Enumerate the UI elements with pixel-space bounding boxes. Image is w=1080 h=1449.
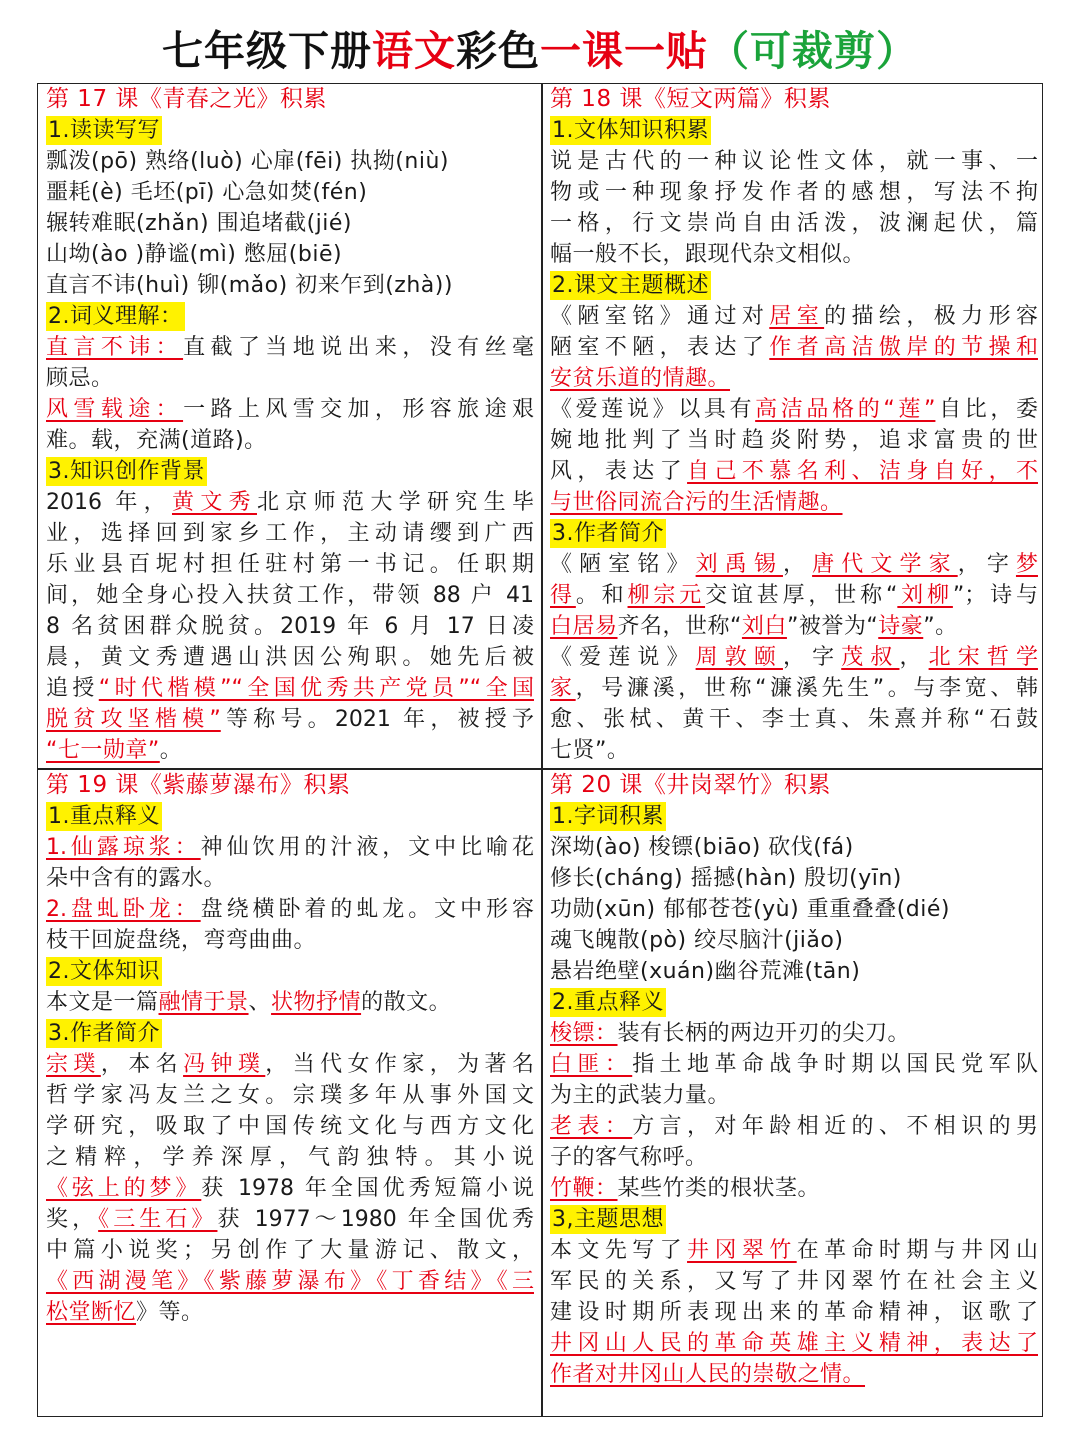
- body-line: 间，她全身心投入扶贫工作，带领 88 户 41: [46, 583, 534, 608]
- body-text: 。: [159, 738, 183, 763]
- body-text: 《爱莲说》以具有: [550, 397, 756, 422]
- definition-line: 为主的武装力量。: [550, 1083, 731, 1108]
- body-line: [550, 332, 1038, 363]
- highlight-text: 刘禹锡: [695, 552, 783, 577]
- definition-term: 风雪载途：: [46, 397, 184, 422]
- body-line: 建设时期所表现出来的革命精神，讴歌了: [550, 1300, 1038, 1325]
- definition-term: 1.仙露琼浆：: [46, 835, 201, 860]
- body-line: 晨，黄文秀遭遇山洪因公殉职。她先后被: [46, 645, 534, 670]
- highlight-text: 脱贫攻坚楷模”: [46, 707, 221, 732]
- lesson-grid: [37, 83, 1043, 1417]
- definition-line: [46, 894, 534, 925]
- body-text: 、: [248, 990, 272, 1015]
- body-text: 的描绘，极力形容: [824, 304, 1038, 329]
- definition-text: 盘绕横卧着的虬龙。文中形容: [200, 897, 534, 922]
- body-line: [550, 487, 1038, 518]
- highlight-text: “七一勋章”: [46, 738, 160, 763]
- body-text: 本文是一篇: [46, 990, 159, 1015]
- body-text: 等称号。2021 年，被授予: [220, 707, 534, 732]
- definition-term: 老表：: [550, 1114, 633, 1139]
- body-line: [550, 363, 1038, 394]
- body-line: 婉地批判了当时趋炎附势，追求富贵的世: [550, 428, 1038, 453]
- body-line: 学研究，吸取了中国传统文化与西方文化: [46, 1114, 534, 1139]
- body-text: 获 1977～1980 年全国优秀: [217, 1207, 534, 1232]
- definition-term: 竹鞭：: [550, 1176, 618, 1201]
- highlight-text: 诗豪: [878, 614, 924, 639]
- highlight-text: 刘白: [741, 614, 787, 639]
- body-line: 愈、张栻、黄干、李士真、朱熹并称“石鼓: [550, 707, 1038, 732]
- lesson-17-section-words: 1.读读写写: [48, 118, 160, 143]
- definition-term: 白匪：: [550, 1052, 633, 1077]
- word-line: 修长(cháng) 摇撼(hàn) 殷切(yīn): [550, 866, 902, 891]
- body-text: 》等。: [136, 1300, 204, 1325]
- definition-line: 难。载，充满(道路)。: [46, 428, 267, 453]
- body-text: 风，表达了: [550, 459, 688, 484]
- highlight-text: 自己不慕名利、洁身自好，不: [687, 459, 1038, 484]
- highlight-text: 安贫乐道的情趣。: [550, 366, 731, 391]
- body-text: 在革命时期与井冈山: [796, 1238, 1038, 1263]
- lesson-20-section-keywords: 2.重点释义: [552, 990, 664, 1015]
- highlight-text: 梦: [1015, 552, 1038, 577]
- body-line: [550, 611, 1038, 642]
- highlight-text: 冯钟璞: [183, 1052, 266, 1077]
- body-line: 中篇小说奖；另创作了大量游记、散文，: [46, 1238, 534, 1263]
- body-line: 之精粹，学养深厚，气韵独特。其小说: [46, 1145, 534, 1170]
- body-text: 2016 年，: [46, 490, 172, 515]
- body-text: 追授: [46, 676, 99, 701]
- lesson-19-section-keywords: 1.重点释义: [48, 804, 160, 829]
- highlight-text: 与世俗同流合污的生活情趣。: [550, 490, 843, 515]
- lesson-17-section-meaning: 2.词义理解：: [48, 304, 183, 329]
- body-text: ，: [899, 645, 929, 670]
- highlight-text: 作者对井冈山人民的崇敬之情。: [550, 1362, 866, 1387]
- lesson-18-section-theme: 2.课文主题概述: [552, 273, 709, 298]
- body-line: [550, 301, 1038, 332]
- body-text: 。和: [575, 583, 628, 608]
- definition-line: [550, 1018, 1038, 1049]
- word-line: 深坳(ào) 梭镖(biāo) 砍伐(fá): [550, 835, 854, 860]
- body-text: 《陋室铭》通过对: [550, 304, 770, 329]
- body-text: 北京师范大学研究生毕: [256, 490, 534, 515]
- body-line: [550, 1328, 1038, 1359]
- body-line: [46, 704, 534, 735]
- word-line: 功勋(xūn) 郁郁苍苍(yù) 重重叠叠(dié): [550, 897, 950, 922]
- word-line: 辗转难眠(zhǎn) 围追堵截(jié): [46, 211, 353, 236]
- body-text: 自比，委: [935, 397, 1038, 422]
- highlight-text: 茂叔: [841, 645, 900, 670]
- body-line: [550, 673, 1038, 704]
- lesson-18-card: [550, 84, 1038, 768]
- lesson-20-heading: 第 20 课《井岗翠竹》积累: [550, 772, 831, 798]
- body-text: ”；诗与: [952, 583, 1038, 608]
- body-text: 获 1978 年全国优秀短篇小说: [201, 1176, 534, 1201]
- highlight-text: 柳宗元: [627, 583, 706, 608]
- body-text: 本文先写了: [550, 1238, 688, 1263]
- highlight-text: 松堂断忆: [46, 1300, 137, 1325]
- highlight-text: 宗璞: [46, 1052, 101, 1077]
- highlight-text: 《三生石》: [98, 1207, 218, 1232]
- body-text: 陋室不陋，表达了: [550, 335, 770, 360]
- body-text: ，字: [782, 645, 842, 670]
- body-line: [46, 673, 534, 704]
- title-part-color: 彩色: [456, 27, 540, 75]
- body-text: ，字: [957, 552, 1016, 577]
- highlight-text: 作者高洁傲岸的节操和: [769, 335, 1038, 360]
- highlight-text: 北宋哲学: [928, 645, 1038, 670]
- definition-term: 直言不讳：: [46, 335, 184, 360]
- body-line: 幅一般不长，跟现代杂文相似。: [550, 242, 866, 267]
- body-line: [46, 987, 534, 1018]
- definition-line: [550, 1111, 1038, 1142]
- title-part-lesson: 一课一贴: [540, 27, 708, 75]
- highlight-text: 周敦颐: [695, 645, 783, 670]
- body-line: [550, 394, 1038, 425]
- definition-line: 枝干回旋盘绕，弯弯曲曲。: [46, 928, 317, 953]
- body-text: 奖，: [46, 1207, 99, 1232]
- definition-text: 某些竹类的根状茎。: [617, 1176, 821, 1201]
- body-text: 的散文。: [361, 990, 452, 1015]
- highlight-text: 《弦上的梦》: [46, 1176, 202, 1201]
- body-line: 军民的关系，又写了井冈翠竹在社会主义: [550, 1269, 1038, 1294]
- highlight-text: 唐代文学家: [812, 552, 958, 577]
- title-part-subject: 语文: [372, 27, 456, 75]
- lesson-20-card: [550, 770, 1038, 1415]
- body-line: 8 名贫困群众脱贫。2019 年 6 月 17 日凌: [46, 614, 534, 639]
- page-title: [0, 18, 1080, 84]
- lesson-19-heading: 第 19 课《紫藤萝瀑布》积累: [46, 772, 351, 798]
- body-line: 乐业县百坭村担任驻村第一书记。任职期: [46, 552, 534, 577]
- highlight-text: 井冈山人民的革命英雄主义精神，表达了: [550, 1331, 1038, 1356]
- definition-line: [46, 332, 534, 363]
- highlight-text: 得: [550, 583, 576, 608]
- definition-term: 2.盘虬卧龙：: [46, 897, 201, 922]
- lesson-17-card: [46, 84, 534, 768]
- body-text: 齐名，世称“: [617, 614, 742, 639]
- lesson-18-heading: 第 18 课《短文两篇》积累: [550, 86, 831, 112]
- body-text: ，号濂溪，世称“濂溪先生”。与李宽、韩: [575, 676, 1038, 701]
- highlight-text: 《西湖漫笔》《紫藤萝瀑布》《丁香结》《三: [46, 1269, 534, 1294]
- body-text: ”被誉为“: [786, 614, 879, 639]
- body-text: ，当代女作家，为著名: [265, 1052, 534, 1077]
- body-line: [46, 735, 534, 766]
- word-line: 山坳(ào )静谧(mì) 憋屈(biē): [46, 242, 343, 267]
- lesson-18-section-author: 3.作者简介: [552, 521, 664, 546]
- body-line: [46, 487, 534, 518]
- definition-line: [550, 1049, 1038, 1080]
- body-text: ”。: [923, 614, 958, 639]
- body-text: 《爱莲说》: [550, 645, 696, 670]
- lesson-18-section-genre: 1.文体知识积累: [552, 118, 709, 143]
- body-line: [550, 580, 1038, 611]
- body-line: [46, 1049, 534, 1080]
- highlight-text: 家: [550, 676, 576, 701]
- definition-text: 装有长柄的两边开刃的尖刀。: [617, 1021, 911, 1046]
- lesson-20-section-theme: 3,主题思想: [552, 1207, 664, 1232]
- lesson-17-section-background: 3.知识创作背景: [48, 459, 205, 484]
- lesson-19-section-genre: 2.文体知识: [48, 959, 160, 984]
- highlight-text: 状物抒情: [271, 990, 362, 1015]
- body-line: [46, 1204, 534, 1235]
- word-line: 噩耗(è) 毛坯(pī) 心急如焚(fén): [46, 180, 368, 205]
- highlight-text: 刘柳: [897, 583, 953, 608]
- body-line: 说是古代的一种议论性文体，就一事、一: [550, 149, 1038, 174]
- highlight-text: 高洁品格的“莲”: [755, 397, 936, 422]
- body-line: [550, 549, 1038, 580]
- definition-text: 指土地革命战争时期以国民党军队: [632, 1052, 1038, 1077]
- definition-line: 朵中含有的露水。: [46, 866, 227, 891]
- body-line: 七贤”。: [550, 738, 630, 763]
- body-line: 一格，行文崇尚自由活泼，波澜起伏，篇: [550, 211, 1038, 236]
- body-line: 业，选择回到家乡工作，主动请缨到广西: [46, 521, 534, 546]
- highlight-text: 融情于景: [158, 990, 249, 1015]
- body-line: [550, 1235, 1038, 1266]
- body-text: 交谊甚厚，世称“: [705, 583, 898, 608]
- definition-text: 神仙饮用的汁液，文中比喻花: [200, 835, 534, 860]
- definition-line: 顾忌。: [46, 366, 114, 391]
- body-line: 物或一种现象抒发作者的感想，写法不拘: [550, 180, 1038, 205]
- definition-line: [550, 1173, 1038, 1204]
- body-line: [46, 1173, 534, 1204]
- highlight-text: 黄文秀: [171, 490, 257, 515]
- body-line: [550, 642, 1038, 673]
- body-line: [46, 1266, 534, 1297]
- body-line: [550, 1359, 1038, 1390]
- lesson-19-section-author: 3.作者简介: [48, 1021, 160, 1046]
- body-text: 《陋室铭》: [550, 552, 696, 577]
- lesson-19-card: [46, 770, 534, 1415]
- grid-vertical-divider: [541, 84, 543, 1416]
- definition-term: 梭镖：: [550, 1021, 618, 1046]
- definition-line: 子的客气称呼。: [550, 1145, 708, 1170]
- title-part-grade: 七年级下册: [162, 27, 372, 75]
- highlight-text: 居室: [769, 304, 825, 329]
- body-line: [46, 1297, 534, 1328]
- definition-text: 一路上风雪交加，形容旅途艰: [183, 397, 534, 422]
- body-text: ，: [782, 552, 813, 577]
- lesson-17-heading: 第 17 课《青春之光》积累: [46, 86, 327, 112]
- highlight-text: “时代楷模”“全国优秀共产党员”“全国: [98, 676, 534, 701]
- body-text: ，本名: [100, 1052, 184, 1077]
- highlight-text: 白居易: [550, 614, 618, 639]
- definition-line: [46, 832, 534, 863]
- definition-text: 方言，对年龄相近的、不相识的男: [632, 1114, 1038, 1139]
- title-part-cut: （可裁剪）: [708, 27, 918, 75]
- word-line: 悬岩绝壁(xuán)幽谷荒滩(tān): [550, 959, 861, 984]
- highlight-text: 井冈翠竹: [687, 1238, 797, 1263]
- body-line: 哲学家冯友兰之女。宗璞多年从事外国文: [46, 1083, 534, 1108]
- word-line: 瓢泼(pō) 熟络(luò) 心扉(fēi) 执拗(niù): [46, 149, 449, 174]
- body-line: [550, 456, 1038, 487]
- word-line: 魂飞魄散(pò) 绞尽脑汁(jiǎo): [550, 928, 844, 953]
- lesson-20-section-words: 1.字词积累: [552, 804, 664, 829]
- word-line: 直言不讳(huì) 铆(mǎo) 初来乍到(zhà)): [46, 273, 453, 298]
- definition-text: 直截了当地说出来，没有丝毫: [183, 335, 534, 360]
- definition-line: [46, 394, 534, 425]
